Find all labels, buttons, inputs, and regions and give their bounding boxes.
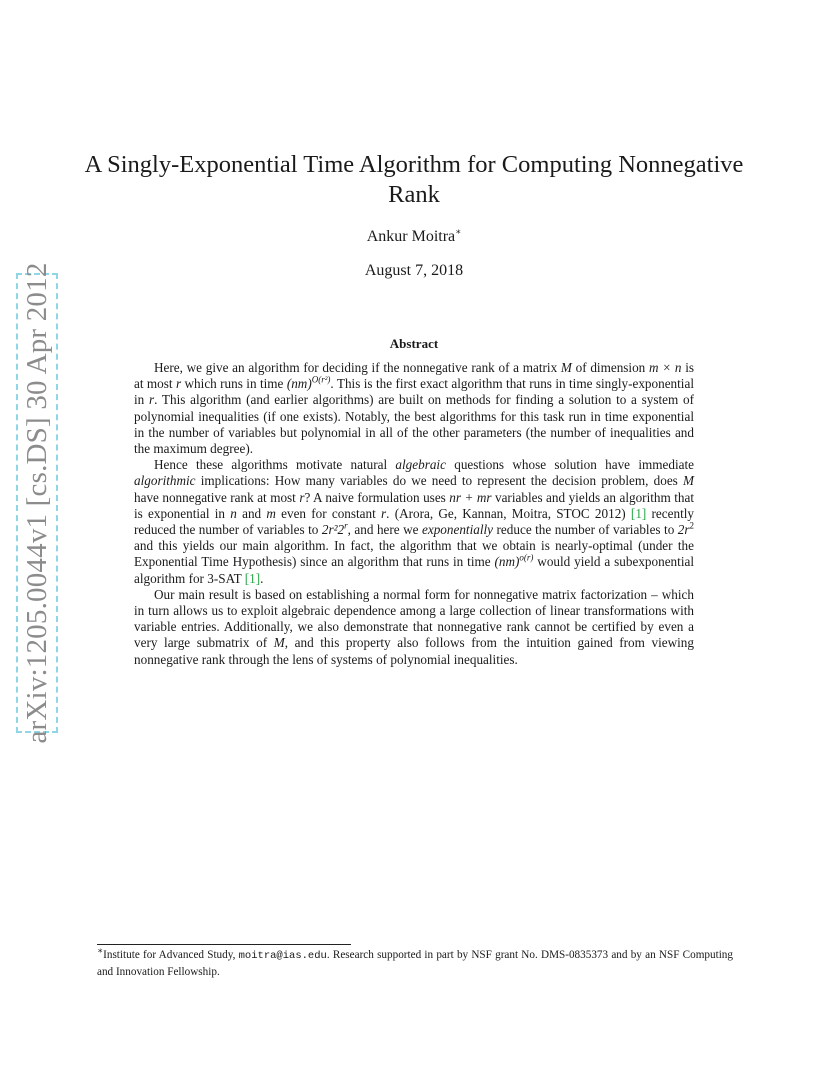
abstract-paragraph-1: Here, we give an algorithm for deciding if the nonnegative rank of a matrix M of dimension m × n is at most r which runs in time (nm)$^{O(r^2)}$. This is the first exact algorithm that runs in time singly-exponential in r. This algorithm (and earlier algorithms) are built on methods for finding a solution to a system of polynomial inequalities (if one exists). Notably, the best algorithms for this task run in time exponential in the number of variables but polynomial in all of the other parameters (the number of inequalities and the maximum degree). (134, 360, 694, 457)
citation-link[interactable]: [1] (244, 570, 261, 586)
footnote-rule (97, 944, 351, 945)
abstract-paragraph-3: Our main result is based on establishing a normal form for nonnegative matrix factorization – which in turn allows us to exploit algebraic dependence among a large collection of linear transformations with variable entries. Additionally, we also demonstrate that nonnegative rank cannot be certified by even a very large submatrix of M, and this property also follows from the intuition gained from viewing nonnegative rank through the lens of systems of polynomial inequalities. (134, 586, 694, 667)
paper-title: A Singly-Exponential Time Algorithm for Computing Nonnegative Rank (84, 151, 744, 208)
author-name: Ankur Moitra (366, 228, 456, 245)
arxiv-stamp: arXiv:1205.0044v1 [cs.DS] 30 Apr 2012 (16, 273, 58, 733)
citation-link[interactable]: [1] (630, 505, 647, 521)
paper-date: August 7, 2018 (364, 262, 464, 279)
footnote-mark: ∗ (97, 945, 104, 956)
footnote: ∗Institute for Advanced Study, moitra@ias.edu. Research supported in part by NSF grant No. DMS-0835373 and by an NSF Computing and Innovation Fellowship. (97, 945, 733, 978)
abstract-body (134, 360, 694, 668)
author-line (0, 228, 828, 246)
email-address: moitra@ias.edu (238, 950, 327, 962)
abstract-paragraph-2: Hence these algorithms motivate natural algebraic questions whose solution have immediate algorithmic implications: How many variables do we need to represent the decision problem, does M have nonnegative rank at most r? A naive formulation uses nr + mr variables and yields an algorithm that is exponential in n and m even for constant r. (Arora, Ge, Kannan, Moitra, STOC 2012) [1] recently reduced the number of variables to 2r²2$^r$, and here we exponentially reduce the number of variables to $2r^2$ and this yields our main algorithm. In fact, the algorithm that we obtain is nearly-optimal (under the Exponential Time Hypothesis) since an algorithm that runs in time (nm)$^{o(r)}$ would yield a subexponential algorithm for 3-SAT [1]. (134, 457, 695, 586)
abstract-heading: Abstract (389, 336, 439, 351)
author-footnote-mark: ∗ (455, 226, 462, 237)
